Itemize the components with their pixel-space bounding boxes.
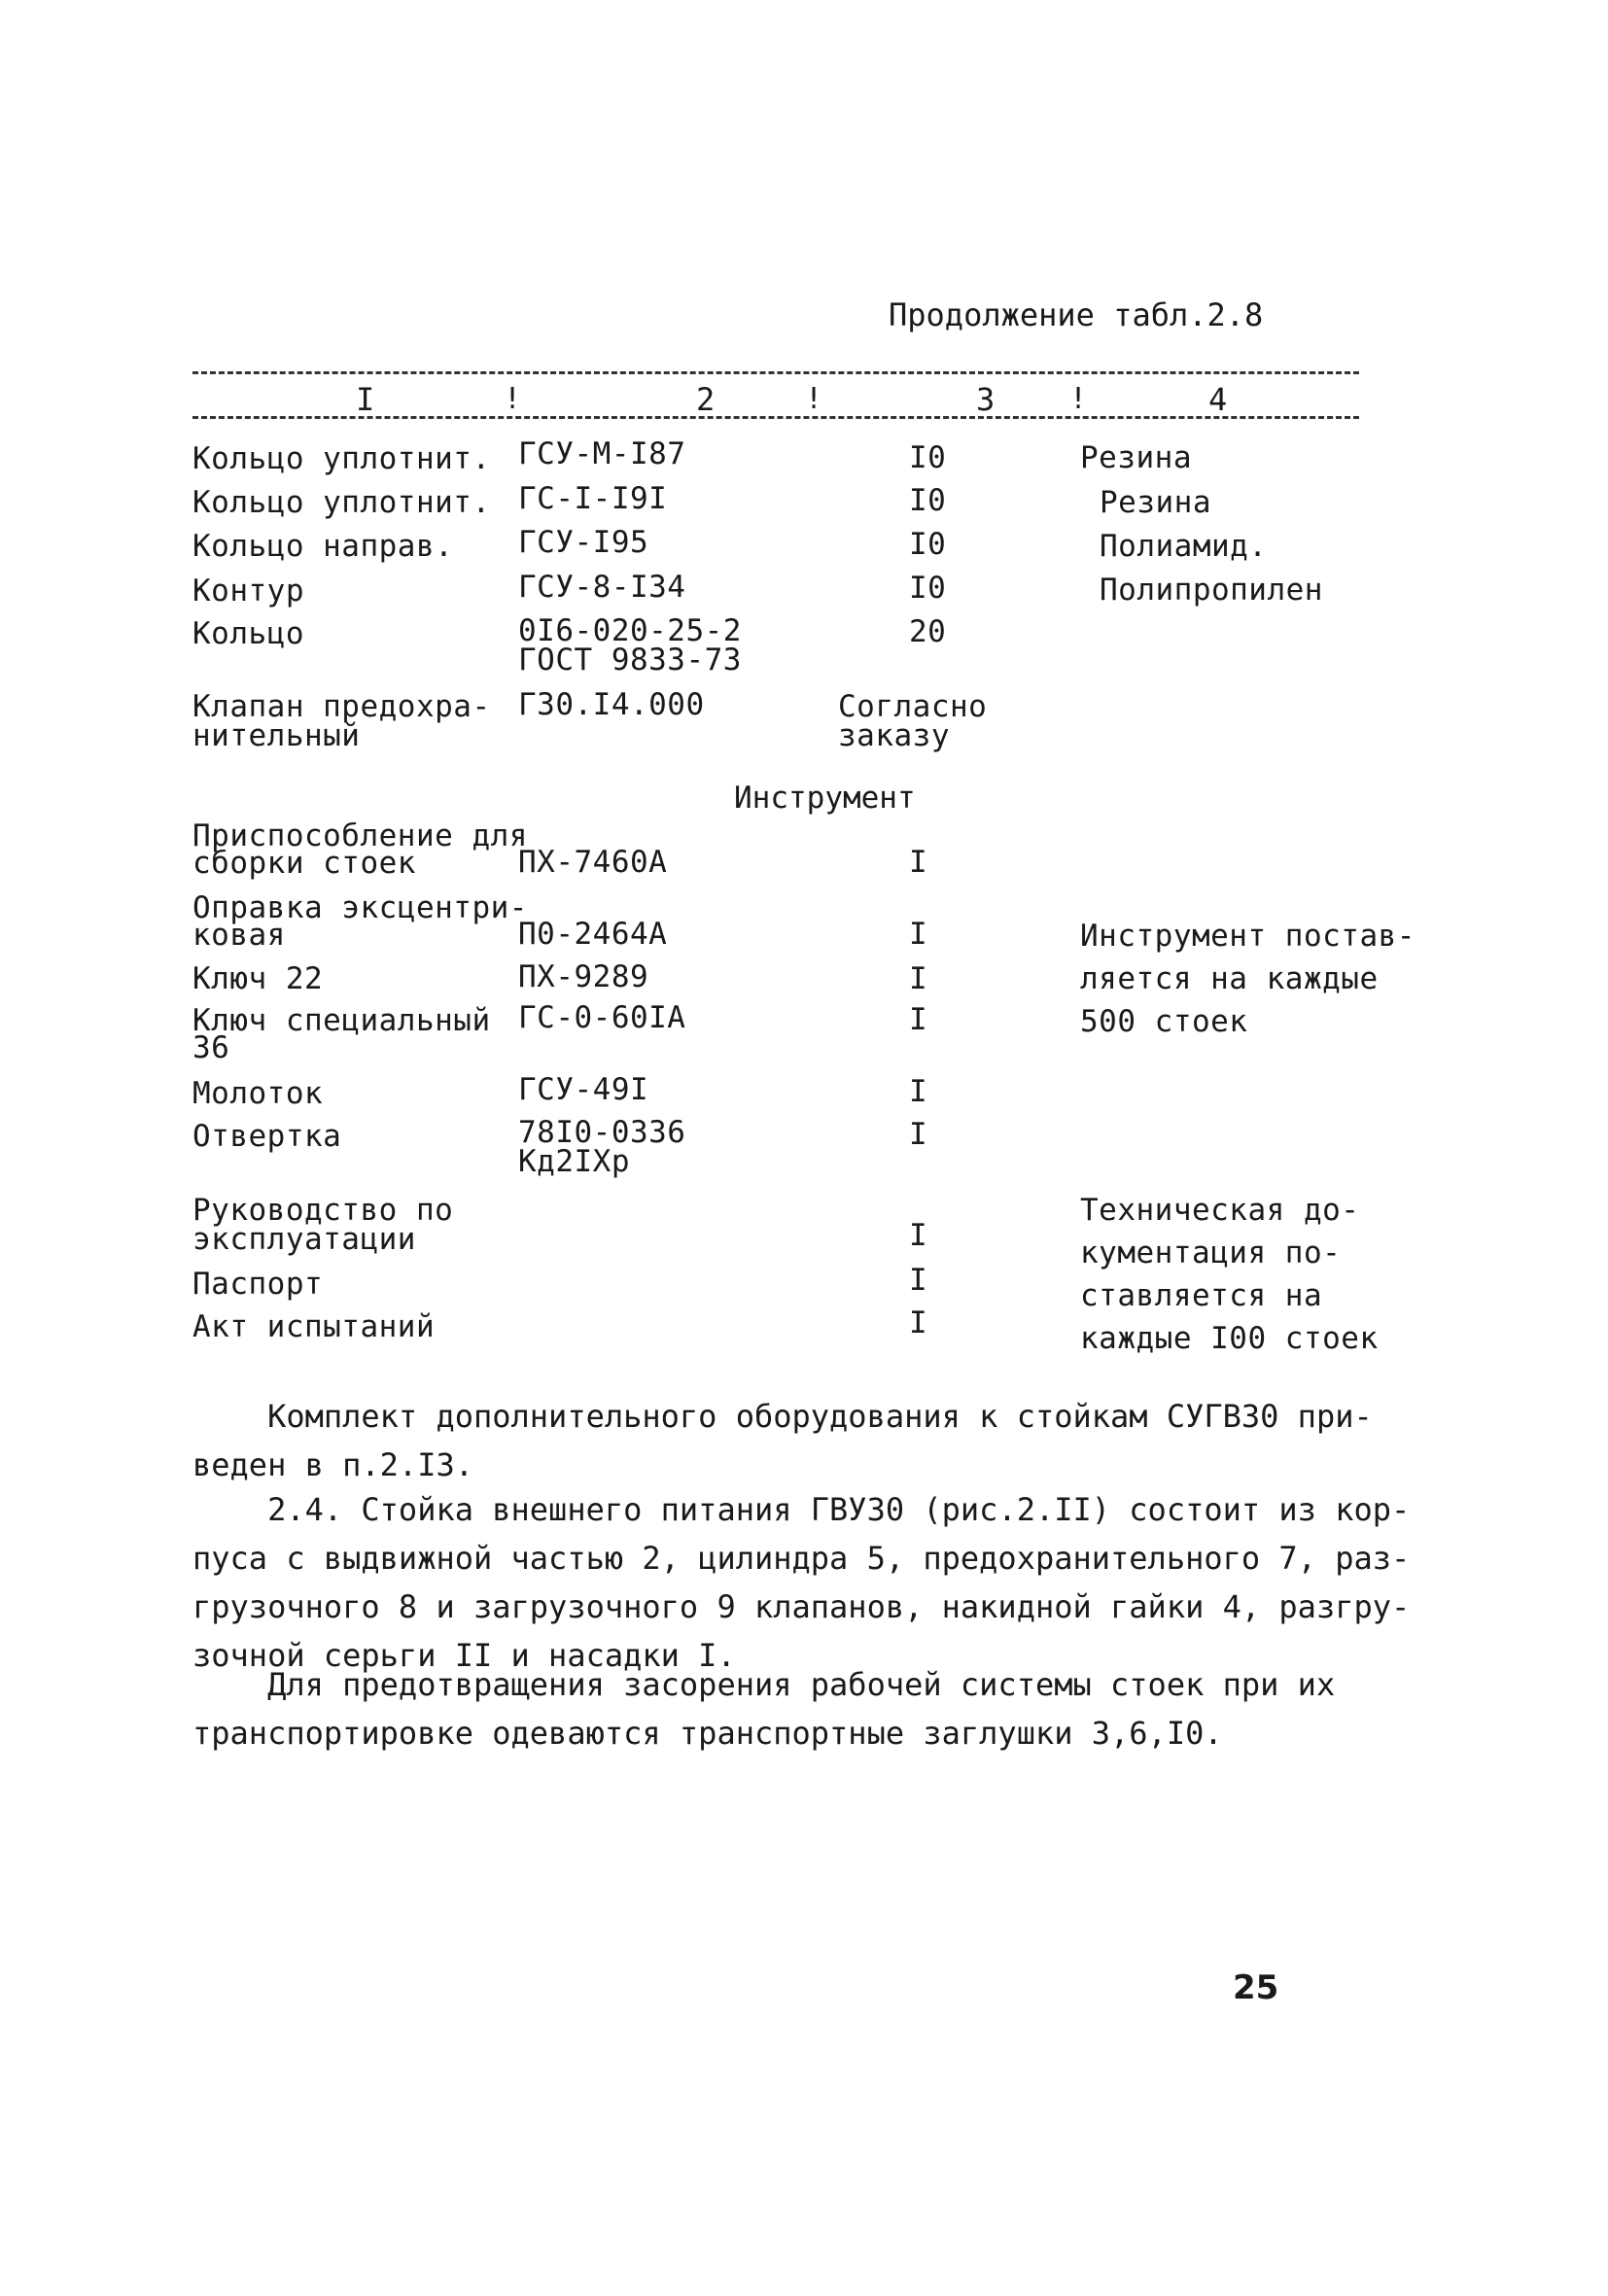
row-designation: Г30.I4.000 (518, 687, 705, 722)
note-line: Техническая до- (1080, 1193, 1360, 1228)
row-designation: ПХ-9289 (518, 959, 649, 994)
row-name: Оправка эксцентри- ковая (192, 890, 528, 953)
row-name: Ключ 22 (192, 961, 324, 996)
paragraph: Для предотвращения засорения рабочей системы стоек при их транспортировке одеваются транспортные заглушки 3,6,I0. (192, 1666, 1336, 1752)
row-quantity: I0 (909, 527, 947, 562)
note-line: Инструмент постав- (1080, 919, 1416, 954)
row-name: Кольцо уплотнит. (192, 485, 491, 520)
page-number: 25 (1233, 1968, 1279, 2007)
row-name: Руководство по эксплуатации (192, 1193, 454, 1257)
row-quantity: I (909, 1074, 928, 1109)
row-name: Ключ специальный 36 (192, 1003, 491, 1065)
row-designation: П0-2464А (518, 917, 668, 952)
row-name: Молоток (192, 1076, 324, 1111)
header-sep-2: ! (805, 382, 823, 416)
table-caption: Продолжение табл.2.8 (889, 296, 1264, 333)
note-line: 500 стоек (1080, 1004, 1248, 1039)
row-note: Полиамид. (1100, 529, 1268, 564)
header-col-2: 2 (696, 381, 716, 418)
row-name: Приспособление для сборки стоек (192, 818, 528, 881)
row-name: Клапан предохра- нительный (192, 689, 491, 753)
row-note: Резина (1080, 440, 1192, 475)
row-designation: 0I6-020-25-2 ГОСТ 9833-73 (518, 613, 742, 678)
row-quantity: 20 (909, 614, 947, 649)
row-name: Акт испытаний (192, 1309, 436, 1344)
row-quantity: I (909, 1117, 928, 1152)
row-quantity: I (909, 1305, 928, 1340)
header-sep-3: ! (1069, 382, 1088, 416)
row-quantity: I0 (909, 483, 947, 518)
header-col-4: 4 (1208, 381, 1228, 418)
row-name: Отвертка (192, 1119, 342, 1154)
row-name: Паспорт (192, 1267, 324, 1302)
row-designation: ПХ-7460А (518, 845, 668, 880)
section-title: Инструмент (734, 781, 916, 816)
header-col-3: 3 (976, 381, 996, 418)
row-designation: 78I0-0336 Кд2IХр (518, 1115, 686, 1179)
row-quantity: I (909, 1002, 928, 1037)
paragraph: 2.4. Стойка внешнего питания ГВУ30 (рис.2.II) состоит из кор- пуса с выдвижной частью 2, цилиндра 5, предохранительного 7, раз- грузочного 8 и загрузочного 9 клапанов, накидной гайки 4, разгру- зочной серьги II и насадки I. (192, 1491, 1411, 1674)
row-designation: ГС-I-I9I (518, 481, 668, 516)
row-name: Контур (192, 574, 304, 609)
header-col-1: I (356, 381, 375, 418)
row-note: Полипропилен (1100, 573, 1323, 608)
row-designation: ГСУ-М-I87 (518, 436, 686, 471)
paragraph: Комплект дополнительного оборудования к стойкам СУГВ30 при- веден в п.2.I3. (192, 1398, 1373, 1483)
note-line: ставляется на (1080, 1278, 1323, 1313)
row-quantity: I (909, 961, 928, 996)
row-name: Кольцо уплотнит. (192, 441, 491, 476)
header-sep-1: ! (504, 382, 522, 416)
row-quantity: I (909, 1218, 928, 1253)
row-quantity: I0 (909, 440, 947, 475)
row-quantity: Согласно заказу (838, 689, 988, 753)
row-quantity: I (909, 1263, 928, 1298)
row-name: Кольцо (192, 616, 304, 651)
note-line: кументация по- (1080, 1235, 1342, 1270)
row-designation: ГС-0-60IА (518, 1000, 686, 1035)
row-designation: ГСУ-I95 (518, 525, 649, 560)
row-note: Резина (1100, 485, 1211, 520)
table-top-rule (192, 371, 1359, 374)
row-quantity: I0 (909, 571, 947, 606)
row-name: Кольцо направ. (192, 529, 454, 564)
row-designation: ГСУ-8-I34 (518, 570, 686, 605)
note-line: ляется на каждые (1080, 961, 1379, 996)
row-quantity: I (909, 917, 928, 952)
row-designation: ГСУ-49I (518, 1072, 649, 1107)
row-quantity: I (909, 845, 928, 880)
note-line: каждые I00 стоек (1080, 1321, 1379, 1356)
